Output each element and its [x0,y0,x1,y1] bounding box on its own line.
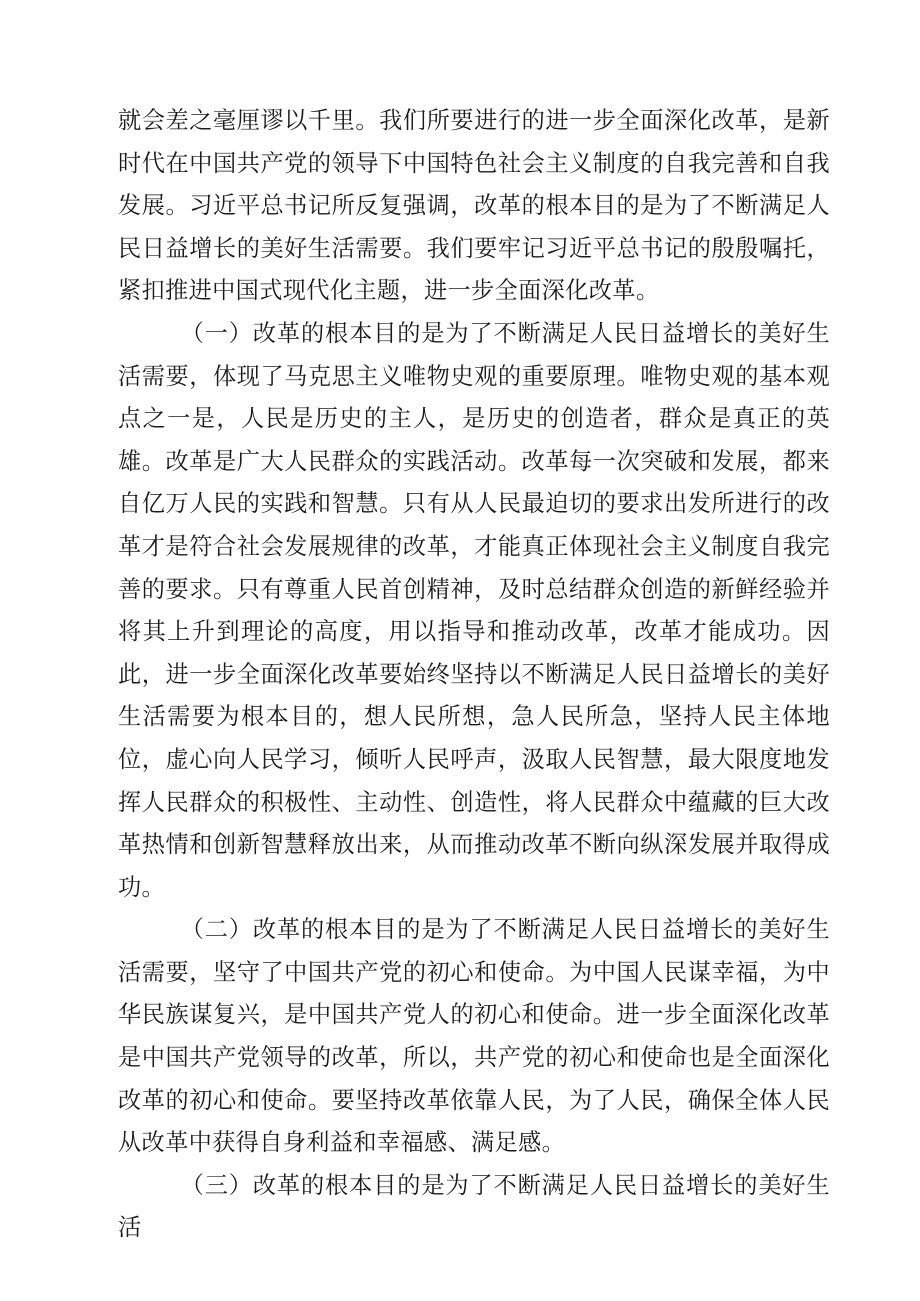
body-text [118,100,830,1250]
paragraph-section-1: （一）改革的根本目的是为了不断满足人民日益增长的美好生活需要，体现了马克思主义唯物史观的重要原理。唯物史观的基本观点之一是，人民是历史的主人，是历史的创造者，群众是真正的英雄。改革是广大人民群众的实践活动。改革每一次突破和发展，都来自亿万人民的实践和智慧。只有从人民最迫切的要求出发所进行的改革才是符合社会发展规律的改革，才能真正体现社会主义制度自我完善的要求。只有尊重人民首创精神，及时总结群众创造的新鲜经验并将其上升到理论的高度，用以指导和推动改革，改革才能成功。因此，进一步全面深化改革要始终坚持以不断满足人民日益增长的美好生活需要为根本目的，想人民所想，急人民所急，坚持人民主体地位，虚心向人民学习，倾听人民呼声，汲取人民智慧，最大限度地发挥人民群众的积极性、主动性、创造性，将人民群众中蕴藏的巨大改革热情和创新智慧释放出来，从而推动改革不断向纵深发展并取得成功。 [118,319,830,901]
paragraph-continuation: 就会差之毫厘谬以千里。我们所要进行的进一步全面深化改革，是新时代在中国共产党的领导下中国特色社会主义制度的自我完善和自我发展。习近平总书记所反复强调，改革的根本目的是为了不断满足人民日益增长的美好生活需要。我们要牢记习近平总书记的殷殷嘱托，紧扣推进中国式现代化主题，进一步全面深化改革。 [118,107,830,305]
paragraph-section-3: （三）改革的根本目的是为了不断满足人民日益增长的美好生活 [118,1171,830,1242]
paragraph-section-2: （二）改革的根本目的是为了不断满足人民日益增长的美好生活需要，坚守了中国共产党的初心和使命。为中国人民谋幸福，为中华民族谋复兴，是中国共产党人的初心和使命。进一步全面深化改革是中国共产党领导的改革，所以，共产党的初心和使命也是全面深化改革的初心和使命。要坚持改革依靠人民，为了人民，确保全体人民从改革中获得自身利益和幸福感、满足感。 [118,916,830,1157]
